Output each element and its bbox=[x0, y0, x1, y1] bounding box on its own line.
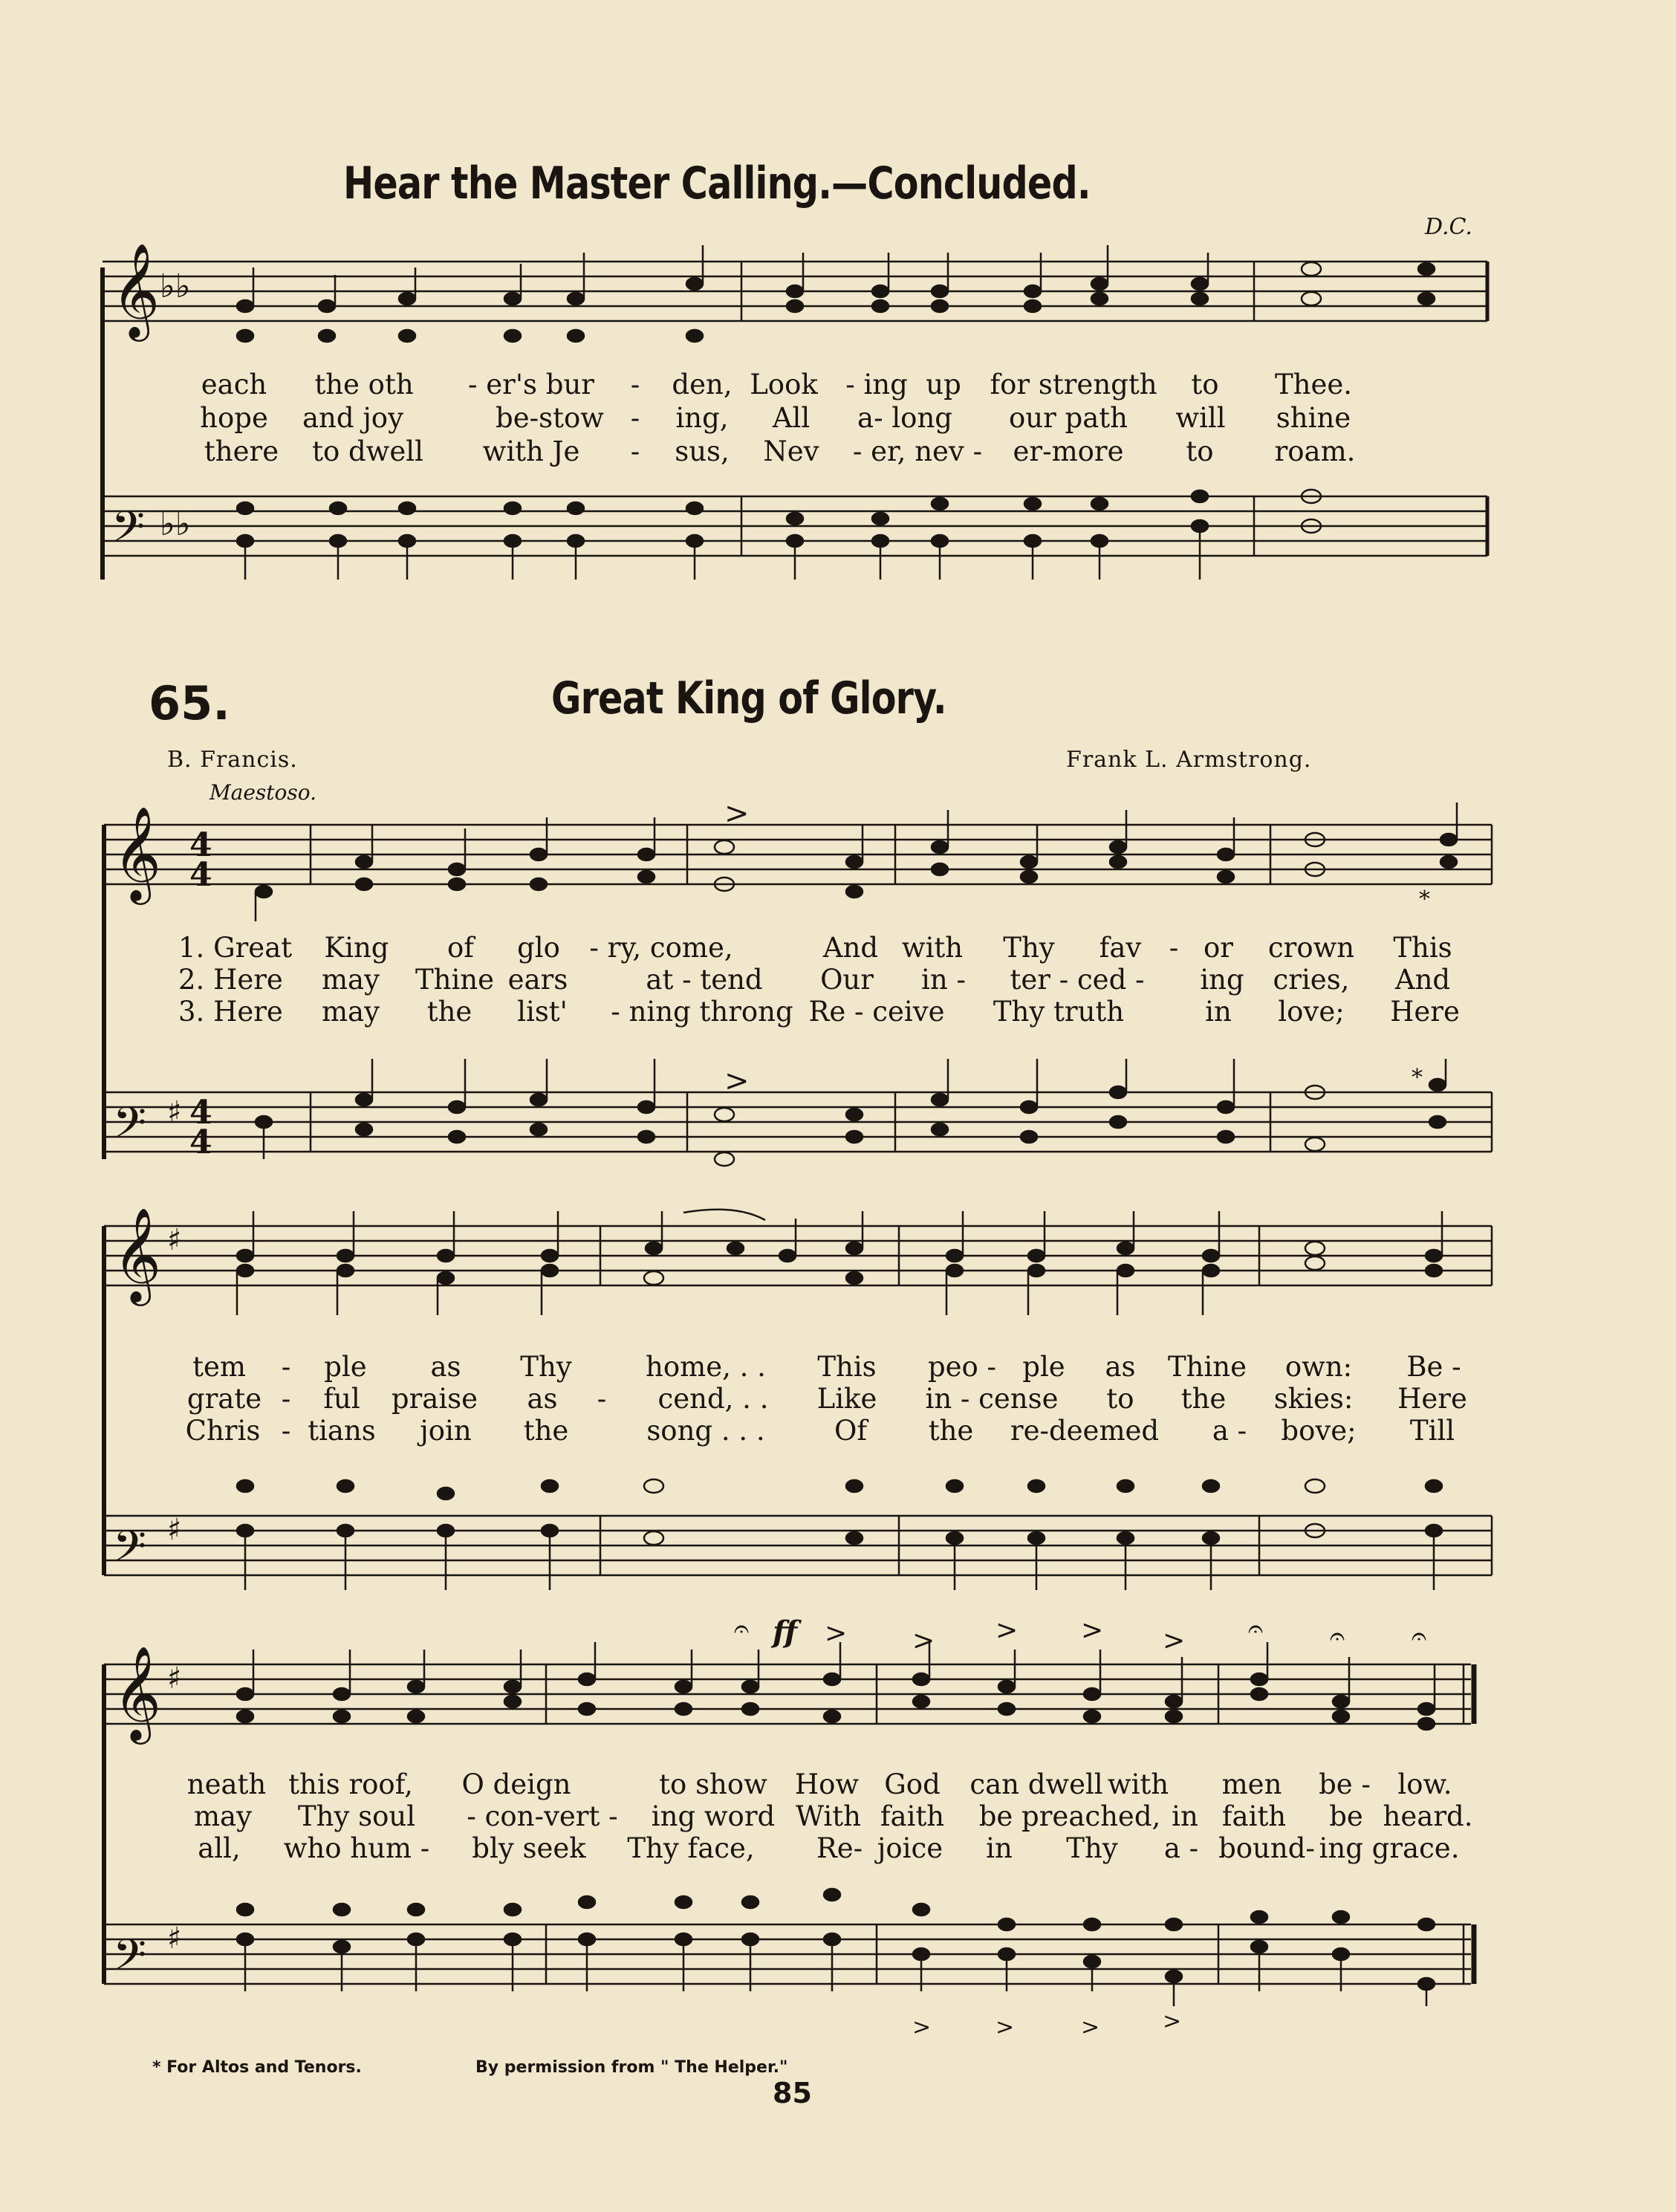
svg-text:𝄐: 𝄐 bbox=[1412, 1621, 1427, 1652]
syllable: Here bbox=[1397, 1383, 1467, 1415]
syllable: roam. bbox=[1274, 435, 1356, 467]
author-right: Frank L. Armstrong. bbox=[1066, 747, 1312, 773]
syllable: 1. Great bbox=[178, 932, 293, 964]
syllable: to bbox=[1191, 369, 1219, 400]
syllable: crown bbox=[1267, 932, 1355, 964]
syllable: there bbox=[204, 435, 279, 467]
svg-text:*: * bbox=[1419, 886, 1430, 912]
syllable: each bbox=[201, 369, 267, 400]
syllable: 2. Here bbox=[178, 964, 283, 996]
syllable: to bbox=[1106, 1383, 1134, 1415]
syllable: in - bbox=[921, 964, 966, 996]
syllable: the bbox=[523, 1415, 569, 1447]
syllable: Till bbox=[1409, 1415, 1455, 1447]
syllable: Chris bbox=[185, 1415, 261, 1447]
syllable: shine bbox=[1276, 402, 1351, 434]
syllable: with bbox=[901, 932, 964, 964]
syllable: Thy bbox=[1003, 932, 1055, 964]
syllable: our path bbox=[1009, 402, 1128, 434]
syllable: King bbox=[324, 932, 389, 964]
syllable: home, . . bbox=[646, 1351, 766, 1383]
hymn-verse-1-line-3 bbox=[0, 1768, 1676, 1801]
hymn-verse-3-line-1 bbox=[0, 996, 1676, 1028]
dynamic-ff: ff bbox=[773, 1615, 798, 1650]
syllable: Thine bbox=[415, 964, 495, 996]
syllable: praise bbox=[391, 1383, 478, 1415]
syllable: to bbox=[1186, 435, 1214, 467]
syllable: bly seek bbox=[472, 1832, 586, 1864]
syllable: the bbox=[1180, 1383, 1227, 1415]
syllable: of bbox=[447, 932, 474, 964]
syllable: own: bbox=[1284, 1351, 1353, 1383]
syllable: the bbox=[928, 1415, 974, 1447]
syllable: heard. bbox=[1383, 1800, 1473, 1832]
syllable: men bbox=[1221, 1768, 1282, 1800]
syllable: or bbox=[1204, 932, 1233, 964]
syllable: ing word bbox=[651, 1800, 776, 1832]
syllable: ful bbox=[323, 1383, 360, 1415]
syllable: - bbox=[281, 1415, 291, 1447]
hymn-verse-3-line-2 bbox=[0, 1415, 1676, 1447]
syllable: Like bbox=[816, 1383, 877, 1415]
syllable: God bbox=[884, 1768, 941, 1800]
syllable: be - bbox=[1319, 1768, 1371, 1800]
syllable: This bbox=[817, 1351, 877, 1383]
syllable: who hum - bbox=[283, 1832, 430, 1864]
syllable: joice bbox=[877, 1832, 943, 1864]
syllable: join bbox=[420, 1415, 472, 1447]
svg-text:𝄐: 𝄐 bbox=[1330, 1621, 1345, 1652]
syllable: may bbox=[193, 1800, 253, 1832]
syllable: faith bbox=[1221, 1800, 1287, 1832]
hymn-number: 65. bbox=[149, 676, 230, 730]
syllable: ing bbox=[1200, 964, 1244, 996]
syllable: Here bbox=[1390, 996, 1460, 1028]
syllable: list' bbox=[517, 996, 568, 1028]
syllable: hope bbox=[200, 402, 268, 434]
svg-text:4: 4 bbox=[189, 856, 212, 894]
syllable: Thy bbox=[1066, 1832, 1118, 1864]
syllable: fav bbox=[1099, 932, 1142, 964]
syllable: er-more bbox=[1013, 435, 1124, 467]
syllable: - er, nev - bbox=[852, 435, 983, 467]
syllable: the oth bbox=[314, 369, 414, 400]
syllable: - ry, come, bbox=[589, 932, 733, 964]
svg-text:>: > bbox=[1163, 1626, 1186, 1656]
syllable: ple bbox=[324, 1351, 367, 1383]
syllable: Thee. bbox=[1274, 369, 1353, 400]
syllable: to dwell bbox=[312, 435, 423, 467]
author-left: B. Francis. bbox=[167, 747, 298, 773]
concluded-verse-line-2 bbox=[0, 402, 1676, 435]
syllable: ing, bbox=[675, 402, 729, 434]
hymn-verse-1-line-1 bbox=[0, 932, 1676, 964]
svg-text:𝄢: 𝄢 bbox=[111, 502, 146, 562]
syllable: cries, bbox=[1273, 964, 1350, 996]
svg-text:>: > bbox=[1081, 1615, 1104, 1646]
syllable: all, bbox=[198, 1832, 241, 1864]
syllable: glo bbox=[517, 932, 560, 964]
syllable: den, bbox=[672, 369, 733, 400]
syllable: be bbox=[1329, 1800, 1363, 1832]
syllable: Nev bbox=[763, 435, 819, 467]
hymn-verse-1-line-2 bbox=[0, 1351, 1676, 1384]
syllable: skies: bbox=[1273, 1383, 1354, 1415]
syllable: may bbox=[321, 964, 380, 996]
concluded-music-staff bbox=[0, 223, 1676, 832]
syllable: - bbox=[630, 435, 640, 467]
svg-text:>: > bbox=[825, 1618, 848, 1649]
syllable: peo - bbox=[927, 1351, 997, 1383]
svg-text:>: > bbox=[1163, 2008, 1182, 2034]
svg-text:>: > bbox=[724, 1064, 750, 1098]
syllable: to show bbox=[659, 1768, 767, 1800]
svg-text:>: > bbox=[912, 2014, 932, 2040]
svg-text:>: > bbox=[724, 797, 750, 831]
syllable: as bbox=[1105, 1351, 1136, 1383]
svg-text:𝄢: 𝄢 bbox=[113, 1930, 147, 1991]
syllable: - bbox=[630, 369, 640, 400]
syllable: in bbox=[1205, 996, 1232, 1028]
syllable: with bbox=[1107, 1768, 1169, 1800]
svg-text:♭♭: ♭♭ bbox=[160, 505, 191, 543]
syllable: faith bbox=[880, 1800, 945, 1832]
svg-text:𝄞: 𝄞 bbox=[111, 242, 160, 337]
syllable: a - bbox=[1212, 1415, 1247, 1447]
syllable: Of bbox=[834, 1415, 868, 1447]
syllable: may bbox=[321, 996, 380, 1028]
syllable: tem bbox=[192, 1351, 246, 1383]
syllable: low. bbox=[1397, 1768, 1452, 1800]
syllable: cend, . . bbox=[657, 1383, 769, 1415]
syllable: a - bbox=[1163, 1832, 1199, 1864]
syllable: - bbox=[1169, 932, 1179, 964]
svg-text:𝄢: 𝄢 bbox=[113, 1521, 147, 1582]
syllable: sus, bbox=[675, 435, 730, 467]
syllable: a- long bbox=[857, 402, 952, 434]
syllable: - bbox=[630, 402, 640, 434]
syllable: Thy face, bbox=[627, 1832, 755, 1864]
svg-text:4: 4 bbox=[189, 826, 212, 864]
syllable: love; bbox=[1278, 996, 1345, 1028]
svg-text:𝄐: 𝄐 bbox=[1248, 1614, 1264, 1644]
syllable: the bbox=[426, 996, 472, 1028]
svg-text:4: 4 bbox=[189, 1094, 212, 1132]
syllable: neath bbox=[186, 1768, 267, 1800]
concluded-title: Hear the Master Calling.—Concluded. bbox=[343, 158, 1091, 210]
syllable: be-stow bbox=[496, 402, 604, 434]
syllable: with Je bbox=[482, 435, 580, 467]
syllable: Re- bbox=[816, 1832, 863, 1864]
hymn-verse-2-line-3 bbox=[0, 1800, 1676, 1833]
syllable: And bbox=[822, 932, 879, 964]
syllable: - ing bbox=[845, 369, 908, 400]
syllable: song . . . bbox=[646, 1415, 765, 1447]
svg-text:♯: ♯ bbox=[167, 1921, 182, 1956]
syllable: Look bbox=[750, 369, 818, 400]
syllable: tians bbox=[308, 1415, 376, 1447]
syllable: will bbox=[1175, 402, 1226, 434]
syllable: Thy truth bbox=[993, 996, 1125, 1028]
page-number: 85 bbox=[773, 2077, 812, 2109]
syllable: bove; bbox=[1281, 1415, 1357, 1447]
syllable: - ning throng bbox=[611, 996, 793, 1028]
syllable: With bbox=[796, 1800, 861, 1832]
hymn-title: Great King of Glory. bbox=[551, 672, 946, 724]
syllable: ter - ced - bbox=[1010, 964, 1145, 996]
syllable: in bbox=[986, 1832, 1013, 1864]
concluded-verse-line-1 bbox=[0, 369, 1676, 401]
syllable: bound- bbox=[1218, 1832, 1315, 1864]
syllable: re-deemed bbox=[1010, 1415, 1160, 1447]
syllable: Our bbox=[820, 964, 874, 996]
tempo-marking: Maestoso. bbox=[210, 780, 317, 805]
syllable: O deign bbox=[461, 1768, 571, 1800]
syllable: as bbox=[527, 1383, 558, 1415]
syllable: this roof, bbox=[288, 1768, 413, 1800]
syllable: Re - ceive bbox=[808, 996, 945, 1028]
syllable: - bbox=[281, 1383, 291, 1415]
svg-text:𝄞: 𝄞 bbox=[113, 805, 162, 901]
svg-text:♯: ♯ bbox=[167, 1223, 182, 1257]
syllable: - bbox=[597, 1383, 607, 1415]
svg-text:♯: ♯ bbox=[167, 1513, 182, 1547]
syllable: Thy bbox=[520, 1351, 572, 1383]
syllable: for strength bbox=[990, 369, 1157, 400]
svg-text:𝄐: 𝄐 bbox=[734, 1614, 750, 1644]
syllable: This bbox=[1393, 932, 1452, 964]
syllable: in bbox=[1172, 1800, 1198, 1832]
svg-text:>: > bbox=[995, 2014, 1015, 2040]
hymn-verse-3-line-3 bbox=[0, 1832, 1676, 1865]
syllable: as bbox=[430, 1351, 461, 1383]
svg-text:>: > bbox=[912, 1626, 935, 1656]
svg-text:𝄞: 𝄞 bbox=[113, 1645, 162, 1740]
footnote-altos-tenors: * For Altos and Tenors. bbox=[152, 2058, 362, 2077]
syllable: Thy soul bbox=[297, 1800, 416, 1832]
svg-text:>: > bbox=[995, 1615, 1019, 1646]
syllable: ple bbox=[1022, 1351, 1065, 1383]
syllable: up bbox=[926, 369, 961, 400]
svg-text:♭♭: ♭♭ bbox=[160, 267, 191, 305]
syllable: ing grace. bbox=[1319, 1832, 1460, 1864]
syllable: be preached, bbox=[978, 1800, 1161, 1832]
svg-text:♯: ♯ bbox=[167, 1661, 182, 1696]
syllable: - con-vert - bbox=[467, 1800, 618, 1832]
syllable: in - cense bbox=[925, 1383, 1059, 1415]
hymn-verse-2-line-2 bbox=[0, 1383, 1676, 1415]
dc-mark: D.C. bbox=[1425, 214, 1472, 240]
syllable: And bbox=[1394, 964, 1451, 996]
syllable: - bbox=[281, 1351, 291, 1383]
svg-text:>: > bbox=[1081, 2014, 1100, 2040]
svg-text:4: 4 bbox=[189, 1123, 212, 1161]
footnote-permission: By permission from " The Helper." bbox=[475, 2058, 788, 2077]
syllable: Be - bbox=[1406, 1351, 1461, 1383]
syllable: grate bbox=[186, 1383, 262, 1415]
concluded-verse-line-3 bbox=[0, 435, 1676, 468]
bass-notes bbox=[237, 490, 1321, 580]
syllable: All bbox=[772, 402, 811, 434]
syllable: at - tend bbox=[646, 964, 763, 996]
svg-text:♯: ♯ bbox=[167, 1095, 182, 1129]
svg-text:*: * bbox=[1412, 1065, 1423, 1091]
syllable: How bbox=[794, 1768, 860, 1800]
syllable: 3. Here bbox=[178, 996, 283, 1028]
syllable: ears bbox=[507, 964, 568, 996]
syllable: and joy bbox=[302, 402, 403, 434]
syllable: can dwell bbox=[969, 1768, 1103, 1800]
svg-text:𝄢: 𝄢 bbox=[113, 1097, 147, 1158]
syllable: - er's bur bbox=[468, 369, 594, 400]
hymn-verse-2-line-1 bbox=[0, 964, 1676, 996]
syllable: Thine bbox=[1167, 1351, 1247, 1383]
svg-text:𝄞: 𝄞 bbox=[113, 1207, 162, 1302]
